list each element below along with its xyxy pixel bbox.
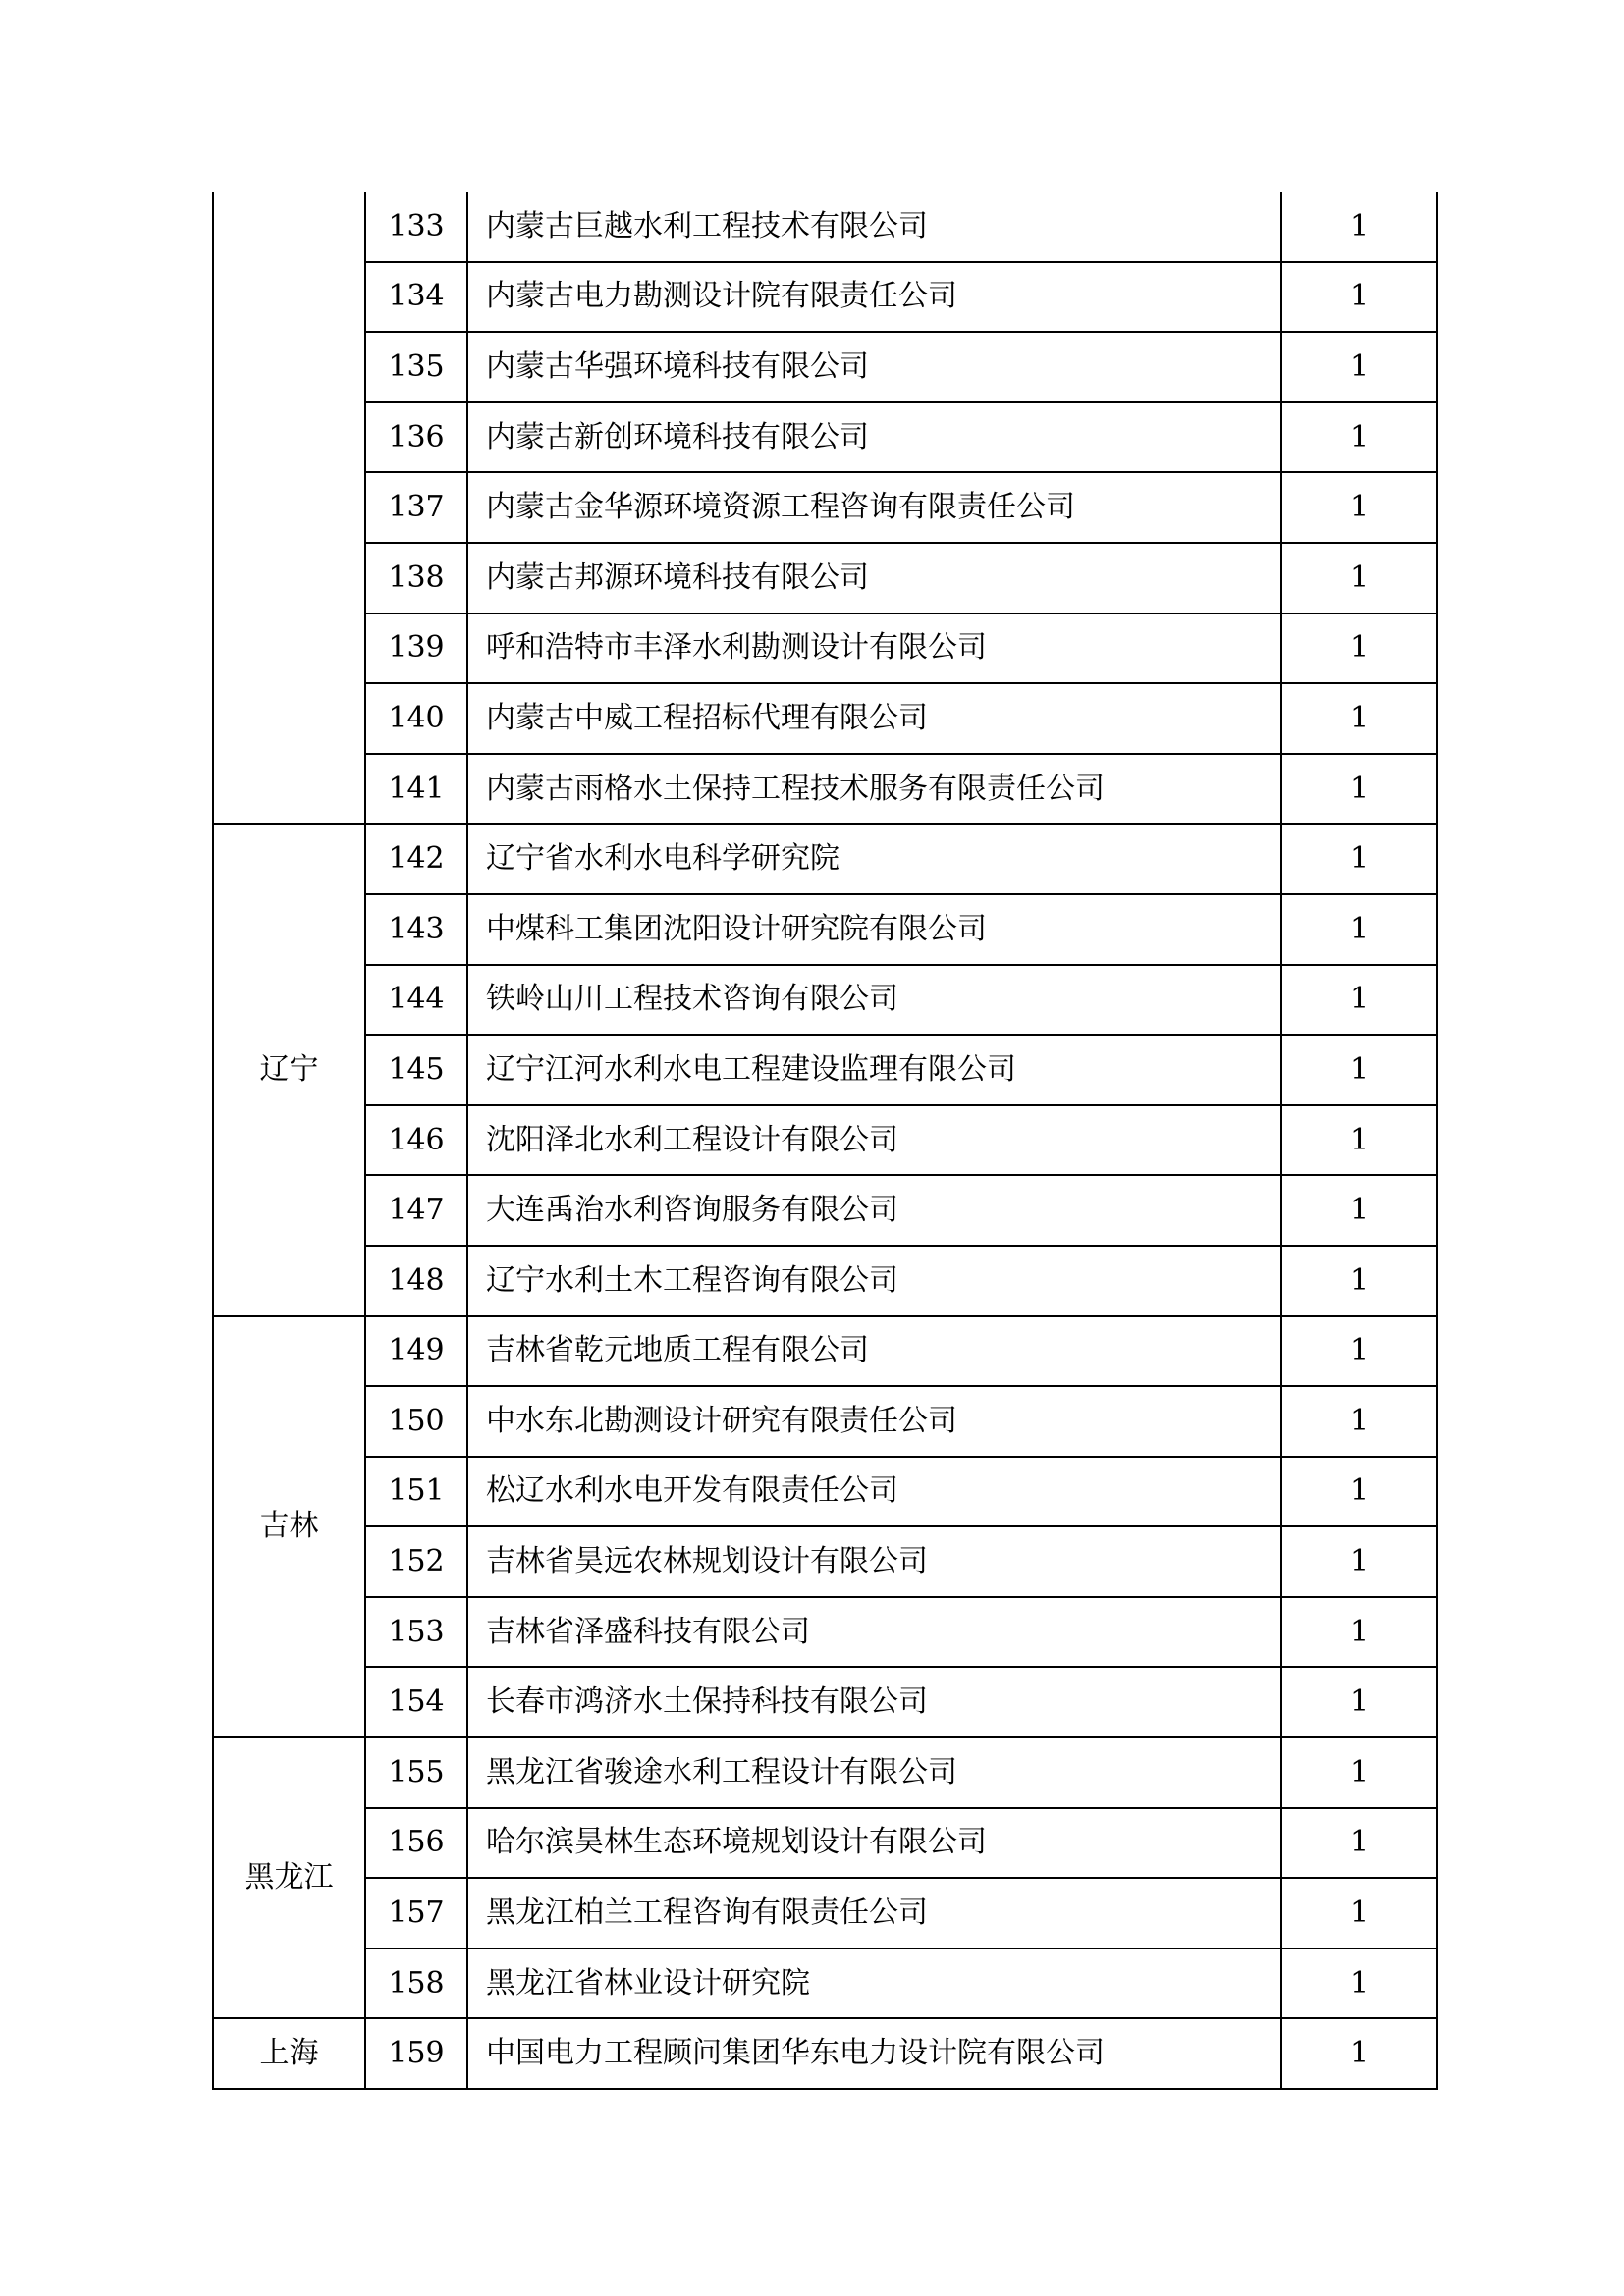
company-name-cell: 沈阳泽北水利工程设计有限公司 [467,1105,1281,1176]
table-row [213,1457,1437,1527]
serial-number-cell: 142 [365,824,467,894]
table-row [213,543,1437,614]
count-cell: 1 [1281,1949,1437,2019]
table-row [213,402,1437,473]
table-row [213,965,1437,1036]
company-name-cell: 大连禹治水利咨询服务有限公司 [467,1175,1281,1246]
serial-number-cell: 151 [365,1457,467,1527]
serial-number-cell: 140 [365,683,467,754]
serial-number-cell: 148 [365,1246,467,1316]
count-cell: 1 [1281,472,1437,543]
serial-number-cell: 159 [365,2018,467,2089]
count-cell: 1 [1281,824,1437,894]
region-cell: 辽宁 [213,824,365,1315]
company-table [212,192,1438,2090]
company-name-cell: 黑龙江省骏途水利工程设计有限公司 [467,1737,1281,1808]
company-name-cell: 内蒙古华强环境科技有限公司 [467,332,1281,402]
count-cell: 1 [1281,1105,1437,1176]
company-name-cell: 内蒙古邦源环境科技有限公司 [467,543,1281,614]
company-name-cell: 中煤科工集团沈阳设计研究院有限公司 [467,894,1281,965]
serial-number-cell: 157 [365,1878,467,1949]
table-row [213,332,1437,402]
table-row [213,1737,1437,1808]
table-row [213,1667,1437,1737]
count-cell: 1 [1281,1457,1437,1527]
serial-number-cell: 152 [365,1526,467,1597]
serial-number-cell: 146 [365,1105,467,1176]
count-cell: 1 [1281,1597,1437,1668]
serial-number-cell: 141 [365,754,467,825]
serial-number-cell: 150 [365,1386,467,1457]
table-row [213,1878,1437,1949]
company-name-cell: 长春市鸿济水土保持科技有限公司 [467,1667,1281,1737]
table-row [213,1246,1437,1316]
count-cell: 1 [1281,894,1437,965]
count-cell: 1 [1281,2018,1437,2089]
company-name-cell: 内蒙古电力勘测设计院有限责任公司 [467,262,1281,333]
table-row [213,1949,1437,2019]
company-name-cell: 内蒙古金华源环境资源工程咨询有限责任公司 [467,472,1281,543]
serial-number-cell: 136 [365,402,467,473]
region-cell: 黑龙江 [213,1737,365,2018]
serial-number-cell: 158 [365,1949,467,2019]
count-cell: 1 [1281,1035,1437,1105]
company-name-cell: 辽宁省水利水电科学研究院 [467,824,1281,894]
table-row [213,1808,1437,1879]
table-row [213,1105,1437,1176]
company-name-cell: 辽宁江河水利水电工程建设监理有限公司 [467,1035,1281,1105]
count-cell: 1 [1281,1526,1437,1597]
table-row [213,894,1437,965]
company-name-cell: 铁岭山川工程技术咨询有限公司 [467,965,1281,1036]
serial-number-cell: 137 [365,472,467,543]
count-cell: 1 [1281,1175,1437,1246]
count-cell: 1 [1281,1667,1437,1737]
count-cell: 1 [1281,543,1437,614]
company-name-cell: 中国电力工程顾问集团华东电力设计院有限公司 [467,2018,1281,2089]
table-row [213,262,1437,333]
count-cell: 1 [1281,965,1437,1036]
count-cell: 1 [1281,1386,1437,1457]
company-name-cell: 哈尔滨昊林生态环境规划设计有限公司 [467,1808,1281,1879]
count-cell: 1 [1281,614,1437,684]
company-name-cell: 内蒙古雨格水土保持工程技术服务有限责任公司 [467,754,1281,825]
serial-number-cell: 145 [365,1035,467,1105]
company-name-cell: 呼和浩特市丰泽水利勘测设计有限公司 [467,614,1281,684]
table-row [213,1597,1437,1668]
count-cell: 1 [1281,1316,1437,1387]
table-row [213,1386,1437,1457]
count-cell: 1 [1281,192,1437,262]
company-name-cell: 内蒙古巨越水利工程技术有限公司 [467,192,1281,262]
count-cell: 1 [1281,332,1437,402]
company-name-cell: 黑龙江柏兰工程咨询有限责任公司 [467,1878,1281,1949]
company-name-cell: 中水东北勘测设计研究有限责任公司 [467,1386,1281,1457]
table-row [213,754,1437,825]
table-body [213,192,1437,2089]
company-name-cell: 吉林省泽盛科技有限公司 [467,1597,1281,1668]
count-cell: 1 [1281,262,1437,333]
company-name-cell: 内蒙古新创环境科技有限公司 [467,402,1281,473]
serial-number-cell: 149 [365,1316,467,1387]
company-name-cell: 松辽水利水电开发有限责任公司 [467,1457,1281,1527]
serial-number-cell: 133 [365,192,467,262]
table-row [213,192,1437,262]
count-cell: 1 [1281,1878,1437,1949]
serial-number-cell: 135 [365,332,467,402]
table-row [213,2018,1437,2089]
count-cell: 1 [1281,1808,1437,1879]
count-cell: 1 [1281,683,1437,754]
table-row [213,472,1437,543]
table-row [213,824,1437,894]
table-row [213,1035,1437,1105]
company-name-cell: 内蒙古中威工程招标代理有限公司 [467,683,1281,754]
company-name-cell: 吉林省昊远农林规划设计有限公司 [467,1526,1281,1597]
serial-number-cell: 155 [365,1737,467,1808]
table-row [213,614,1437,684]
company-name-cell: 吉林省乾元地质工程有限公司 [467,1316,1281,1387]
count-cell: 1 [1281,1737,1437,1808]
company-name-cell: 黑龙江省林业设计研究院 [467,1949,1281,2019]
serial-number-cell: 139 [365,614,467,684]
table-row [213,1175,1437,1246]
serial-number-cell: 153 [365,1597,467,1668]
serial-number-cell: 147 [365,1175,467,1246]
company-name-cell: 辽宁水利土木工程咨询有限公司 [467,1246,1281,1316]
region-cell [213,192,365,824]
serial-number-cell: 134 [365,262,467,333]
table-row [213,683,1437,754]
serial-number-cell: 154 [365,1667,467,1737]
region-cell: 吉林 [213,1316,365,1738]
serial-number-cell: 138 [365,543,467,614]
count-cell: 1 [1281,402,1437,473]
serial-number-cell: 144 [365,965,467,1036]
count-cell: 1 [1281,1246,1437,1316]
count-cell: 1 [1281,754,1437,825]
serial-number-cell: 156 [365,1808,467,1879]
table-row [213,1526,1437,1597]
serial-number-cell: 143 [365,894,467,965]
table-row [213,1316,1437,1387]
region-cell: 上海 [213,2018,365,2089]
